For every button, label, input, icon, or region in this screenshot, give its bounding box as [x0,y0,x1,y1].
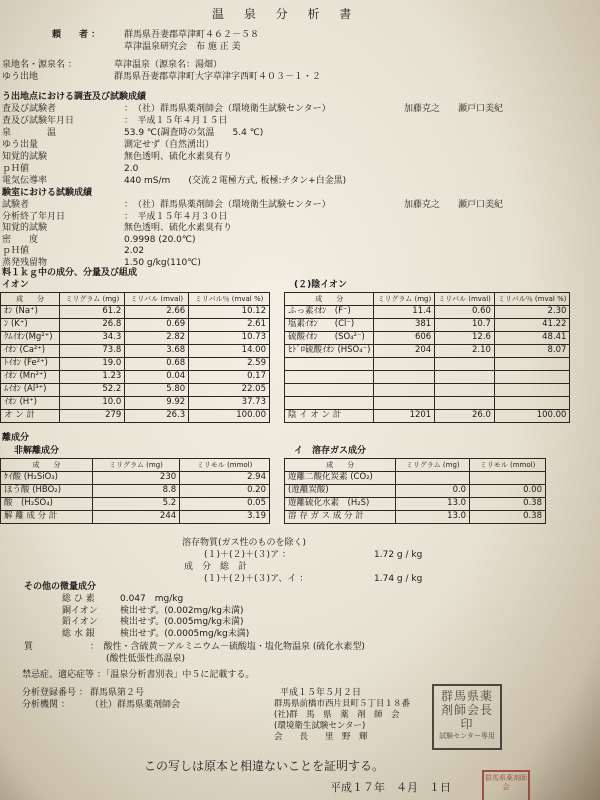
undissociated-table [0,458,270,524]
dissolved-line1: 溶存物質(ガス性のものを除く) [182,538,307,548]
source-location-label: ゆう出地 [2,72,39,82]
value-mg: 1.23 [60,371,125,384]
component-name: ｵﾝ (Na⁺) [1,306,60,319]
value-mval: 12.6 [435,332,495,345]
component-name: 遊離二酸化炭素 (CO₂) [285,472,396,485]
component-name: ﾑｲｵﾝ (Al³⁺) [1,384,60,397]
value-mg: 10.0 [60,397,125,410]
value-mg: 52.2 [60,384,125,397]
dissolved-value: 1.72 g / kg [374,550,423,560]
value-pct: 2.59 [189,358,270,371]
value-pct: 10.73 [189,332,270,345]
component-name: 解 離 成 分 計 [1,511,93,524]
value-mg [374,397,435,410]
value-pct [494,384,570,397]
col-component: 成 分 [1,293,60,306]
value-mg: 5.2 [92,498,179,511]
table-row [285,345,570,358]
table-row [285,498,546,511]
value-mval: 5.80 [125,384,189,397]
trace-value: 検出せず。(0.0005mg/kg未満) [120,628,250,639]
value-mval: 9.92 [125,397,189,410]
contraindications: 禁忌症、適応症等 ：「温泉分析書別表」中５に記載する。 [22,670,255,680]
component-name: ﾋﾄﾞﾛ硫酸ｲｵﾝ (HSO₄⁻) [285,345,374,358]
document-title: 温 泉 分 析 書 [212,7,360,21]
field-value: ： 平成１５年４月３０日 [124,211,228,222]
field-label: ゆう出量 [2,140,39,150]
table-row [1,511,270,524]
component-name: ほう酸 (HBO₂) [1,485,93,498]
anion-table [284,292,570,423]
value-mval [435,358,495,371]
value-mg [374,358,435,371]
value-mmol: 0.38 [470,498,546,511]
col-pct: ミリバル％ (mval %) [189,293,270,306]
field-survey-heading: う出地点における調査及び試験成績 [2,92,147,102]
field-value: 440 mS/m (交流２電極方式, 板極:チタン+白金黒) [124,176,347,186]
trace-name: 総 ひ 素 [62,594,95,604]
value-pct: 8.07 [494,345,570,358]
value-mg: 73.8 [60,345,125,358]
total-mg: 1201 [374,410,435,423]
org-label: 分析機関 ： [22,700,70,710]
col-component: 成 分 [285,293,374,306]
gas-table [284,458,546,524]
total-pct: 100.00 [494,410,570,423]
trace-value: 検出せず。(0.005mg/kg未満) [120,617,244,627]
field-value: ： （社）群馬県薬剤師会（環境衛生試験センター） [124,104,331,114]
value-mg: 26.8 [60,319,125,332]
table-row [1,345,270,358]
component-name: 硫酸ｲｵﾝ (SO₄²⁻) [285,332,374,345]
field-label: 知覚的試験 [2,152,48,162]
seal-subtext: 試験センター専用 [439,732,495,740]
cation-table [0,292,270,423]
value-pct: 48.41 [494,332,570,345]
value-mg: 34.3 [60,332,125,345]
value-mg: 61.2 [60,306,125,319]
value-mg: 0.0 [396,485,470,498]
value-pct: 41.22 [494,319,570,332]
value-mg: 606 [374,332,435,345]
official-seal [432,684,502,750]
value-pct: 14.00 [189,345,270,358]
component-name: 溶 存 ガ ス 成 分 計 [285,511,396,524]
field-label: 試験者 [2,200,30,210]
trace-name: 鉛イオン [62,617,98,627]
col-component: 成 分 [1,459,93,472]
value-mmol: 3.19 [180,511,270,524]
quality-line1: ： 酸性・含硫黄－アルミニウム－硫酸塩・塩化物温泉 (硫化水素型) [90,642,365,652]
value-mmol: 0.00 [470,485,546,498]
total-mg: 279 [60,410,125,423]
value-mval: 10.7 [435,319,495,332]
component-name: 塩素ｲｵﾝ (Cl⁻) [285,319,374,332]
anions-heading: (２)陰イオン [294,280,347,290]
dissolved-line2: (１)＋(２)＋(３)ア ： [204,550,291,560]
value-mg: 11.4 [374,306,435,319]
col-mg: ミリグラム (mg) [92,459,179,472]
table-row [285,319,570,332]
trace-name: 銅イオン [62,605,98,616]
field-label: 分析終了年月日 [2,211,66,222]
col-mg: ミリグラム (mg) [374,293,435,306]
field-value: 53.9 ℃(調査時の気温 5.4 ℃) [124,128,264,138]
table-row [285,306,570,319]
table-row [1,332,270,345]
field-label: 密 度 [2,234,39,245]
component-name [285,384,374,397]
component-name: ｹｲ酸 (H₂SiO₃) [1,472,93,485]
value-mg [374,371,435,384]
value-mval: 3.68 [125,345,189,358]
field-label: 査及び試験年月日 [2,116,75,126]
red-stamp: 群馬県薬剤師会 [482,770,530,800]
table-row [285,472,546,485]
field-value: 0.9998 (20.0℃) [124,234,196,245]
total-line3: 成 分 総 計 [184,562,248,572]
value-mval [435,384,495,397]
col-mg: ミリグラム (mg) [396,459,470,472]
field-extra: 加藤克之 瀬戸口美紀 [404,200,504,210]
table-row [1,485,270,498]
total-mval: 26.3 [125,410,189,423]
registration-label: 分析登録番号 ： [22,688,88,698]
total-pct: 100.00 [189,410,270,423]
quality-label: 質 [24,642,34,652]
value-mg: 13.0 [396,498,470,511]
total-row [1,410,270,423]
component-name: ｲｵﾝ (Ca²⁺) [1,345,60,358]
total-name: 陰 イ オ ン 計 [285,410,374,423]
field-label: 泉 温 [2,128,57,138]
value-mval: 0.69 [125,319,189,332]
value-pct [494,358,570,371]
col-pct: ミリバル％ (mval %) [494,293,570,306]
registration-value: 群馬県第２号 [90,688,145,698]
value-mmol: 0.38 [470,511,546,524]
certification-date: 平成１７年 ４月 １日 [330,781,451,794]
field-label: 査及び試験者 [2,104,57,114]
table-row [285,485,546,498]
field-label: 知覚的試験 [2,223,48,234]
component-name: 遊離硫化水素 (H₂S) [285,498,396,511]
field-label: ｐＨ値 [2,246,30,257]
component-name: ふっ素ｲｵﾝ (F⁻) [285,306,374,319]
value-mval: 0.60 [435,306,495,319]
value-mg [396,472,470,485]
value-pct: 2.30 [494,306,570,319]
value-mval: 2.82 [125,332,189,345]
value-mval: 2.66 [125,306,189,319]
certification-text: この写しは原本と相違ないことを証明する。 [144,759,385,773]
quality-line2: (酸性低張性高温泉) [106,654,186,664]
table-header-row [1,293,270,306]
field-value: 無色透明、硫化水素臭有り [124,223,233,234]
value-mg: 13.0 [396,511,470,524]
org-value: （社）群馬県薬剤師会 [90,700,181,710]
applicant-name: 草津温泉研究会 布 施 正 美 [124,42,241,52]
value-pct: 10.12 [189,306,270,319]
col-mval: ミリバル (mval) [435,293,495,306]
issue-date: 平成１５年５月２日 [280,688,362,698]
table-row [1,397,270,410]
total-row [285,410,570,423]
undissociated-heading: 非解離成分 [14,446,60,456]
value-mval: 0.04 [125,371,189,384]
field-label: 電気伝導率 [2,176,48,186]
issuer-center: (環境衛生試験センター) [274,721,366,731]
field-value: 測定せず（自然湧出） [124,140,215,150]
value-mg: 204 [374,345,435,358]
value-mval: 0.68 [125,358,189,371]
value-mg [374,384,435,397]
trace-value: 0.047 mg/kg [120,594,184,604]
composition-heading: 料１ｋｇ中の成分、分量及び組成 [2,268,138,278]
cations-heading: イオン [2,280,29,290]
field-value: ： 平成１５年４月１５日 [124,116,228,126]
gases-heading: イ 溶存ガス成分 [294,446,367,456]
value-mmol: 0.05 [180,498,270,511]
table-row [285,332,570,345]
field-value: 2.0 [124,164,139,174]
trace-name: 総 水 銀 [62,628,95,639]
source-name-label: 泉地名・源泉名 ： [2,60,77,70]
component-name: 酸 (H₂SO₄) [1,498,93,511]
source-name-value: 草津温泉（源泉名：湯畑） [114,60,223,70]
field-value: 無色透明、硫化水素臭有り [124,152,233,162]
value-pct: 22.05 [189,384,270,397]
value-mmol: 2.94 [180,472,270,485]
component-name: ｲｵﾝ (Mn²⁺) [1,371,60,384]
value-mg: 244 [92,511,179,524]
table-row [1,384,270,397]
component-name [285,371,374,384]
table-row [1,358,270,371]
lab-test-heading: 験室における試験成績 [2,188,93,198]
applicant-address: 群馬県吾妻郡草津町４６２－５８ [124,30,260,40]
trace-heading: その他の微量成分 [24,582,97,592]
table-row [285,358,570,371]
table-row [285,397,570,410]
source-location-value: 群馬県吾妻郡草津町大字草津字西町４０３－１・２ [114,72,322,82]
table-row [1,319,270,332]
value-mg: 8.8 [92,485,179,498]
table-row [285,371,570,384]
table-header-row [285,459,546,472]
field-label: ｐＨ値 [2,164,30,174]
value-mval: 2.10 [435,345,495,358]
value-mg: 381 [374,319,435,332]
value-mmol: 0.20 [180,485,270,498]
field-value: 1.50 g/kg(110℃) [124,258,201,268]
table-row [285,511,546,524]
table-row [285,384,570,397]
field-value: 2.02 [124,246,145,257]
table-header-row [285,293,570,306]
col-mmol: ミリモル (mmol) [180,459,270,472]
col-mval: ミリバル (mval) [125,293,189,306]
seal-text: 群馬県薬剤師会長印 [440,689,493,731]
field-extra: 加藤克之 瀬戸口美紀 [404,104,504,114]
value-mmol [470,472,546,485]
total-line4: (１)＋(２)＋(３)ア、イ ： [204,574,309,584]
col-mg: ミリグラム (mg) [60,293,125,306]
nonionic-heading: 離成分 [2,433,30,443]
component-name: (遊離炭酸) [285,485,396,498]
total-value: 1.74 g / kg [374,574,423,584]
issuer-org: (社)群 馬 県 薬 剤 師 会 [274,710,400,720]
component-name: ｲｵﾝ (H⁺) [1,397,60,410]
col-component: 成 分 [285,459,396,472]
table-row [1,472,270,485]
total-name: オ ン 計 [1,410,60,423]
table-row [1,498,270,511]
component-name [285,397,374,410]
value-mg: 230 [92,472,179,485]
total-mval: 26.0 [435,410,495,423]
issuer-head: 会 長 里 野 輝 [274,732,368,742]
field-label: 蒸発残留物 [2,258,48,268]
value-mg: 19.0 [60,358,125,371]
table-row [1,306,270,319]
trace-value: 検出せず。(0.002mg/kg未満) [120,605,244,616]
component-name [285,358,374,371]
value-pct: 2.61 [189,319,270,332]
value-pct [494,371,570,384]
value-pct [494,397,570,410]
applicant-label: 頼 者 ： [52,30,101,40]
value-mval [435,371,495,384]
value-pct: 37.73 [189,397,270,410]
table-row [1,371,270,384]
field-value: ： （社）群馬県薬剤師会（環境衛生試験センター） [124,200,331,210]
component-name: ﾝ (K⁺) [1,319,60,332]
value-pct: 0.17 [189,371,270,384]
component-name: ｸﾑｲｵﾝ(Mg²⁺) [1,332,60,345]
value-mval [435,397,495,410]
issuer-address: 群馬県前橋市西片貝町５丁目１８番 [274,699,411,709]
table-header-row [1,459,270,472]
col-mmol: ミリモル (mmol) [470,459,546,472]
component-name: ﾄｲｵﾝ (Fe²⁺) [1,358,60,371]
